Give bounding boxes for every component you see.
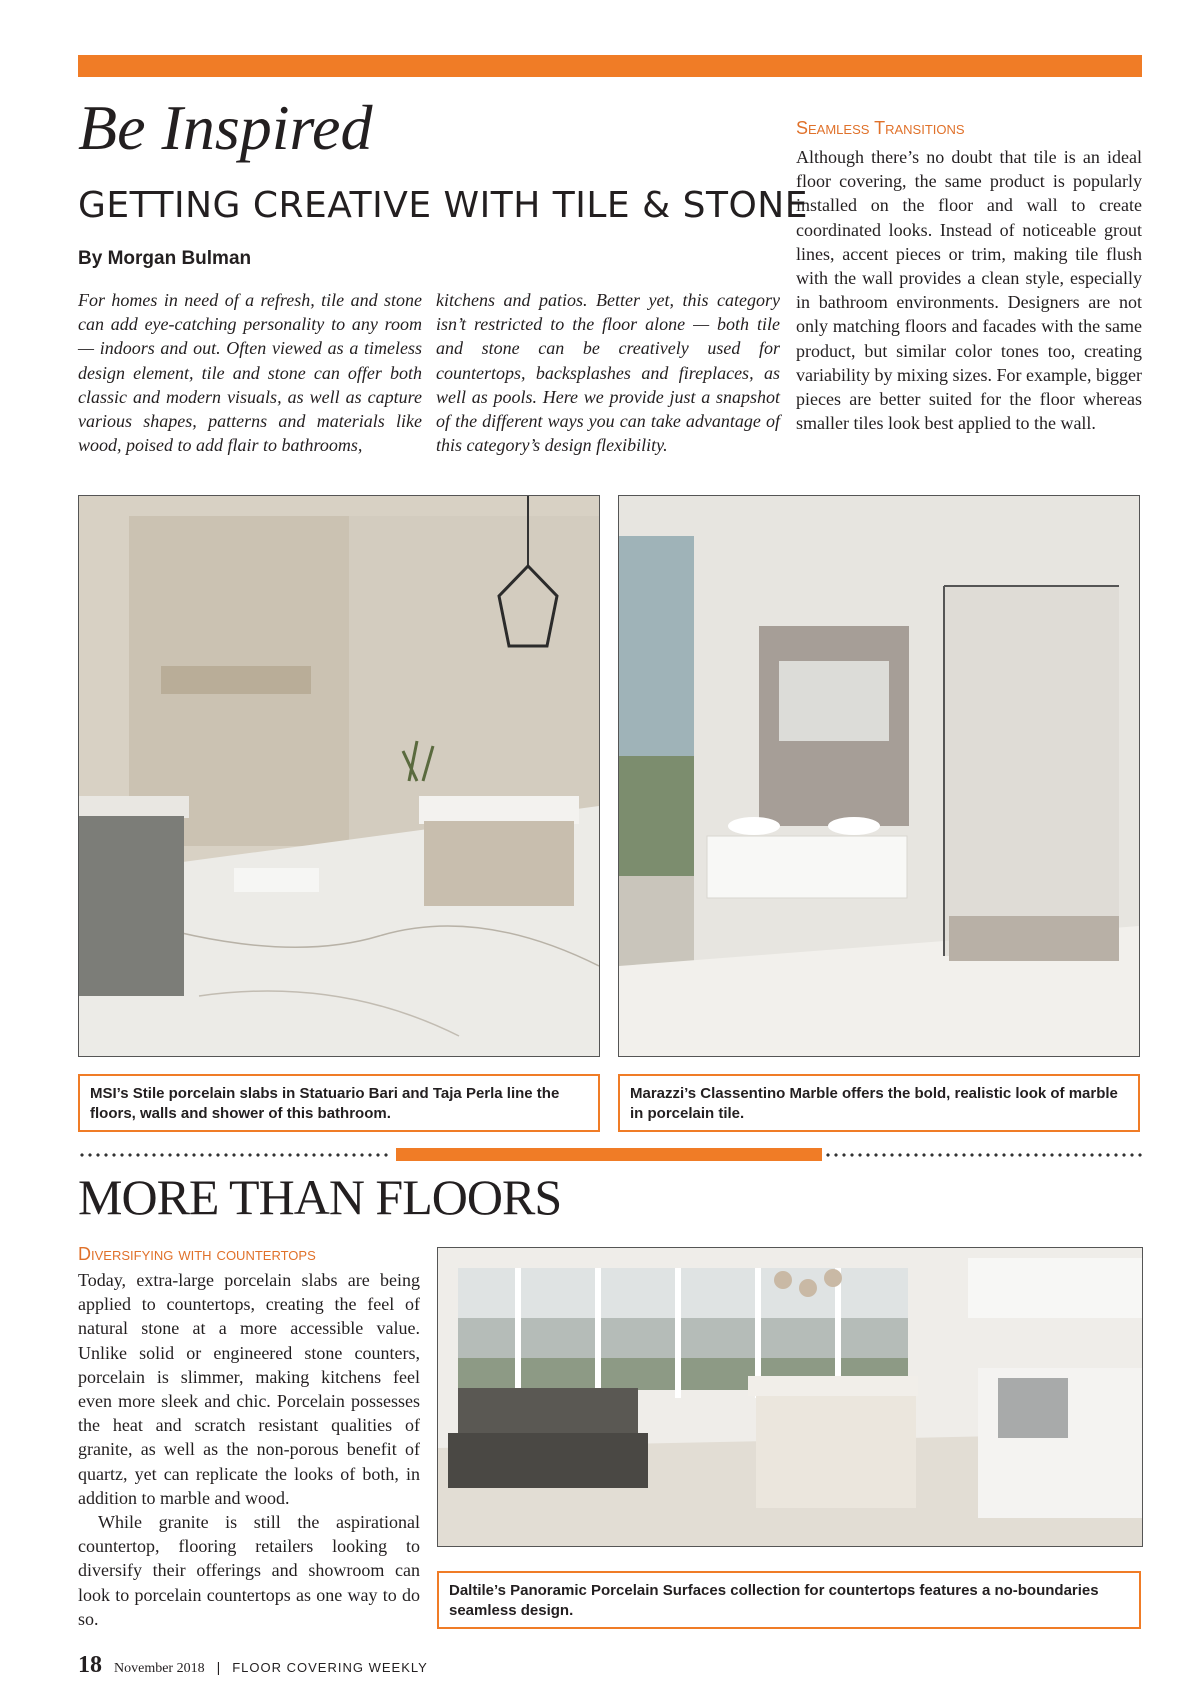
sidebar-heading: Seamless Transitions <box>796 118 965 138</box>
sidebar-text: Although there’s no doubt that tile is an ideal floor covering, the same product is popularly installed on the floor and wall to create coordinated looks. Instead of noticeable grout lines, accent pieces or trim, making tile flush with the wall provides a clean style, especially in bathroom environments. Designers are not only matching floors and facades with the same product, but similar color tones too, creating variability by mixing sizes. For example, bigger pieces are better suited for the floor whereas smaller tiles look best applied to the wall. <box>796 147 1142 434</box>
publication-name: FLOOR COVERING WEEKLY <box>232 1660 428 1675</box>
byline: By Morgan Bulman <box>78 248 252 269</box>
footer-separator: | <box>216 1659 221 1675</box>
article-subtitle: GETTING CREATIVE WITH TILE & STONE <box>78 185 808 226</box>
article-title: Be Inspired <box>78 92 373 163</box>
intro-column-2: kitchens and patios. Better yet, this category isn’t restricted to the floor alone — both tile and stone can be creatively used for countertops, backsplashes and fireplaces, as well as pools. Here we provide just a snapshot of the different ways you can take advantage of this category’s design flexibility. <box>436 290 780 456</box>
top-accent-bar <box>78 55 1142 77</box>
section-paragraph-2: While granite is still the aspirational countertop, flooring retailers looking to diversify their offerings and showroom can look to porcelain countertops as one way to do so. <box>78 1512 420 1629</box>
caption-kitchen: Daltile’s Panoramic Porcelain Surfaces collection for countertops features a no-boundaries seamless design. <box>437 1571 1141 1629</box>
kitchen-photo <box>437 1247 1143 1547</box>
section-subheading: Diversifying with countertops <box>78 1244 316 1264</box>
caption-marble: Marazzi’s Classentino Marble offers the bold, realistic look of marble in porcelain tile. <box>618 1074 1140 1132</box>
intro-column-1: For homes in need of a refresh, tile and stone can add eye-catching personality to any room — indoors and out. Often viewed as a timeless design element, tile and stone can offer both classic and modern visuals, as well as capture various shapes, patterns and materials like wood, poised to add flair to bathrooms, <box>78 290 422 456</box>
dotted-rule-right <box>824 1153 1142 1157</box>
bathroom-illustration <box>79 496 599 1056</box>
section-title: MORE THAN FLOORS <box>78 1169 562 1225</box>
marble-bathroom-illustration <box>619 496 1139 1056</box>
bathroom-photo <box>78 495 600 1057</box>
dotted-rule-left <box>78 1153 390 1157</box>
page-number: 18 <box>78 1652 102 1678</box>
section-divider <box>78 1148 1142 1162</box>
kitchen-illustration <box>438 1248 1142 1546</box>
orange-rule-segment <box>396 1148 822 1161</box>
page-footer <box>78 1652 428 1679</box>
marble-bathroom-photo <box>618 495 1140 1057</box>
issue-date: November 2018 <box>114 1661 205 1676</box>
section-paragraph-1: Today, extra-large porcelain slabs are being applied to countertops, creating the feel of natural stone at a more accessible value. Unlike solid or engineered stone counters, porcelain is slimmer, making kitchens feel even more sleek and chic. Porcelain possesses the heat and scratch resistant qualities of granite, as well as the non-porous benefit of quartz, yet can replicate the looks of both, in addition to marble and wood. <box>78 1270 420 1508</box>
section-body <box>78 1268 420 1631</box>
caption-bathroom: MSI’s Stile porcelain slabs in Statuario Bari and Taja Perla line the floors, walls and shower of this bathroom. <box>78 1074 600 1132</box>
